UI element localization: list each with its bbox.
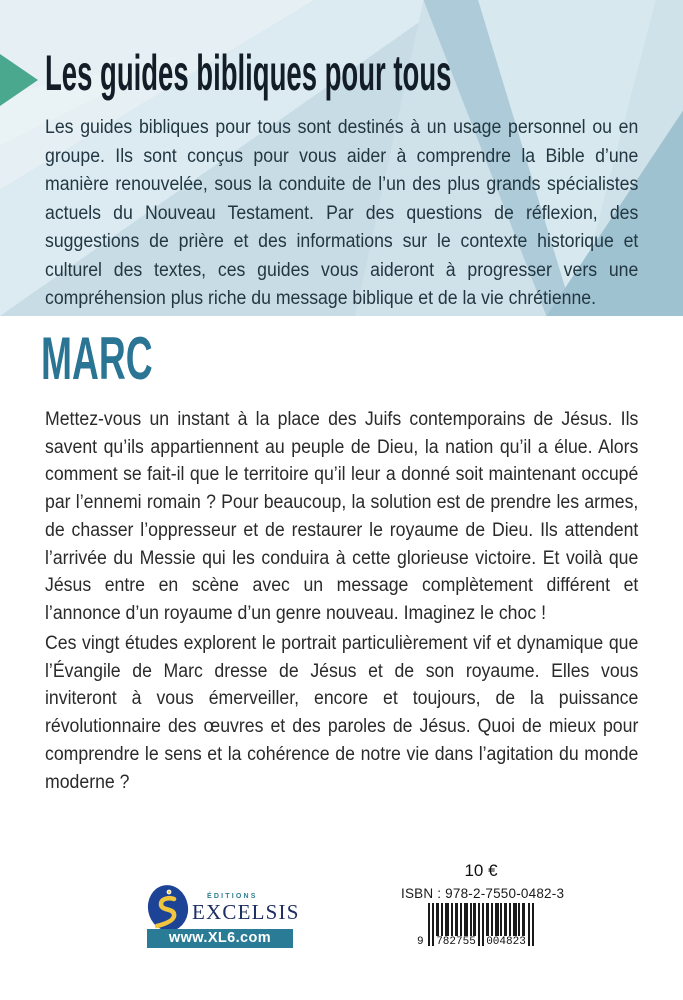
- publisher-website: www.XL6.com: [147, 929, 293, 948]
- publisher-block: [145, 880, 300, 950]
- excelsis-logo-icon: [147, 884, 189, 932]
- arrow-right-icon: [0, 54, 38, 106]
- ean13-barcode: [417, 903, 534, 953]
- book-paragraph-2: Ces vingt études explorent le portrait particulièrement vif et dynamique que l’Évangile de Marc dresse de Jésus et de son royaume. Elles vous inviteront à vous émerveiller, encore et toujours, de la puissance révolutionnaire des œuvres et des paroles de Jésus. Quoi de mieux pour comprendre le sens et la cohérence de notre vie dans l’agitation du monde moderne ?: [45, 633, 639, 793]
- series-header-section: [0, 0, 683, 316]
- publisher-name: EXCELSIS: [192, 900, 300, 924]
- commerce-block: [401, 861, 565, 953]
- series-title: Les guides bibliques pour tous: [45, 45, 452, 101]
- isbn-label: ISBN : 978-2-7550-0482-3: [401, 886, 565, 901]
- series-description: Les guides bibliques pour tous sont destinés à un usage personnel ou en groupe. Ils sont conçus pour vous aider à comprendre la Bible d’une manière renouvelée, sous la conduite de l’un des plus grands spécialistes actuels du Nouveau Testament. Par des questions de réflexion, des suggestions de prière et des informations sur le contexte historique et culturel des textes, ces guides vous aideront à progresser vers une compréhension plus riche du message biblique et de la vie chrétienne.: [45, 117, 639, 309]
- barcode-digits-group2: 004823: [486, 936, 526, 948]
- publisher-editions-label: ÉDITIONS: [207, 893, 258, 900]
- book-title: MARC: [41, 325, 153, 392]
- price-label: 10 €: [464, 861, 498, 880]
- book-paragraph-1: Mettez-vous un instant à la place des Juifs contemporains de Jésus. Ils savent qu’ils appartiennent au peuple de Dieu, la nation qu’il a élue. Alors comment se fait-il que le territoire qu’il leur a donné soit maintenant occupé par l’ennemi romain ? Pour beaucoup, la solution est de prendre les armes, de chasser l’oppresseur et de restaurer le royaume de Dieu. Ils attendent l’arrivée du Messie qui les conduira à cette glorieuse victoire. Et voilà que Jésus entre en scène avec un message complètement différent et l’annonce d’un royaume d’un genre nouveau. Imaginez le choc !: [45, 409, 639, 624]
- barcode-digits-group1: 782755: [436, 936, 476, 948]
- barcode-digit-left: 9: [417, 936, 424, 948]
